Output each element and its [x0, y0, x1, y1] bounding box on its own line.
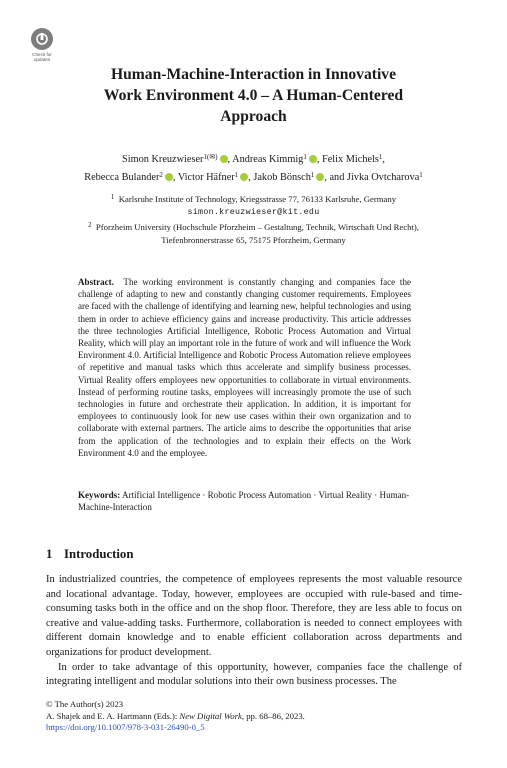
check-for-updates-icon: [31, 28, 53, 50]
citation: A. Shajek and E. A. Hartmann (Eds.): New Digital Work, pp. 68–86, 2023.: [46, 710, 305, 721]
orcid-icon[interactable]: [240, 173, 248, 181]
abstract-label: Abstract.: [78, 277, 114, 287]
affiliations: $^1$ Karlsruhe Institute of Technology, Kriegsstrasse 77, 76133 Karlsruhe, Germany simon.kreuzwieser@kit.edu $^2$ Pforzheim University (Hochschule Pforzheim – Gestaltung, Technik, Wirtschaft Und Recht), Tiefenbronnerstrasse 65, 75175 Pforzheim, Germany: [40, 191, 467, 247]
doi-link[interactable]: https://doi.org/10.1007/978-3-031-26490-0_5: [46, 722, 205, 733]
author-list: Simon Kreuzwieser$^{1(✉)}$ , Andreas Kimmig$^1$ , Felix Michels$^1$, Rebecca Bulander$^2$ , Victor Häfner$^1$ , Jakob Bönsch$^1$ , and Jivka Ovtcharova$^1$: [84, 153, 423, 183]
author-name: , Felix Michels: [316, 154, 379, 165]
orcid-icon[interactable]: [220, 155, 228, 163]
paper-title: Human-Machine-Interaction in Innovative Work Environment 4.0 – A Human-Centered Approach: [103, 66, 404, 125]
footer: [46, 699, 462, 734]
email-address[interactable]: simon.kreuzwieser@kit.edu: [187, 208, 320, 217]
author-name: Simon Kreuzwieser: [121, 154, 204, 165]
abstract-text: The working environment is constantly changing and companies face the challenge of adapting to new and constantly changing customer requirements. Employees are faced with the challenge of identifying and learning new, helpful technologies and using them in order to achieve efficiency gains and increase productivity. This article addresses the three technologies Artificial Intelligence, Robotic Process Automation and Virtual Reality, which will play an important role in the future of work and will influence the Work Environment 4.0. Artificial Intelligence and Robotic Process Automation relieve employees of repetitive and manual tasks which thus accelerate and simplify business processes. Virtual Reality offers employees new opportunities to collaborate in virtual environments. Instead of performing routine tasks, employees will increasingly promote the use of such technologies in future and orchestrate their application. In addition, it is important for employees to continuously look for new use cases within their own organization and to collaborate with external partners. The article aims to describe the opportunities that arise from the application of the technologies and to explain their effects on the Work Environment 4.0 and the employee.: [78, 277, 411, 458]
badge-label: Check for updates: [32, 52, 52, 62]
author-name: , Jakob Bönsch: [248, 171, 311, 183]
section-heading: 1 Introduction: [46, 547, 134, 561]
paragraph: In industrialized countries, the competence of employees represents the most valuable resource and locational advantage. Today, however, employees are occupied with rule-based and time-consuming tasks both in the office and on the shop floor. Therefore, they are less able to focus on creative and value-adding tasks. Furthermore, collaboration is needed to connect employees with different domain knowledge and to enable efficient collaboration across departments and organizations for product development.: [46, 574, 462, 658]
copyright: © The Author(s) 2023: [46, 699, 124, 709]
paragraph: In order to take advantage of this opportunity, however, companies face the challenge of integrating intelligent and modular solutions into their own business processes. The: [46, 661, 462, 688]
abstract: [78, 276, 411, 459]
author-name: , and Jivka Ovtcharova: [324, 171, 420, 183]
keywords-text: Artificial Intelligence · Robotic Process Automation · Virtual Reality · Human-Machine-Interaction: [78, 490, 410, 513]
author-name: , Victor Häfner: [172, 171, 235, 183]
orcid-icon[interactable]: [309, 155, 317, 163]
author-name: Rebecca Bulander: [84, 171, 160, 183]
body-text: [46, 573, 462, 690]
envelope-icon[interactable]: ✉: [209, 153, 216, 161]
orcid-icon[interactable]: [165, 173, 173, 181]
keywords-label: Keywords:: [78, 490, 121, 500]
author-name: , Andreas Kimmig: [227, 154, 304, 165]
keywords: [78, 489, 411, 513]
check-for-updates-badge[interactable]: [24, 28, 60, 68]
